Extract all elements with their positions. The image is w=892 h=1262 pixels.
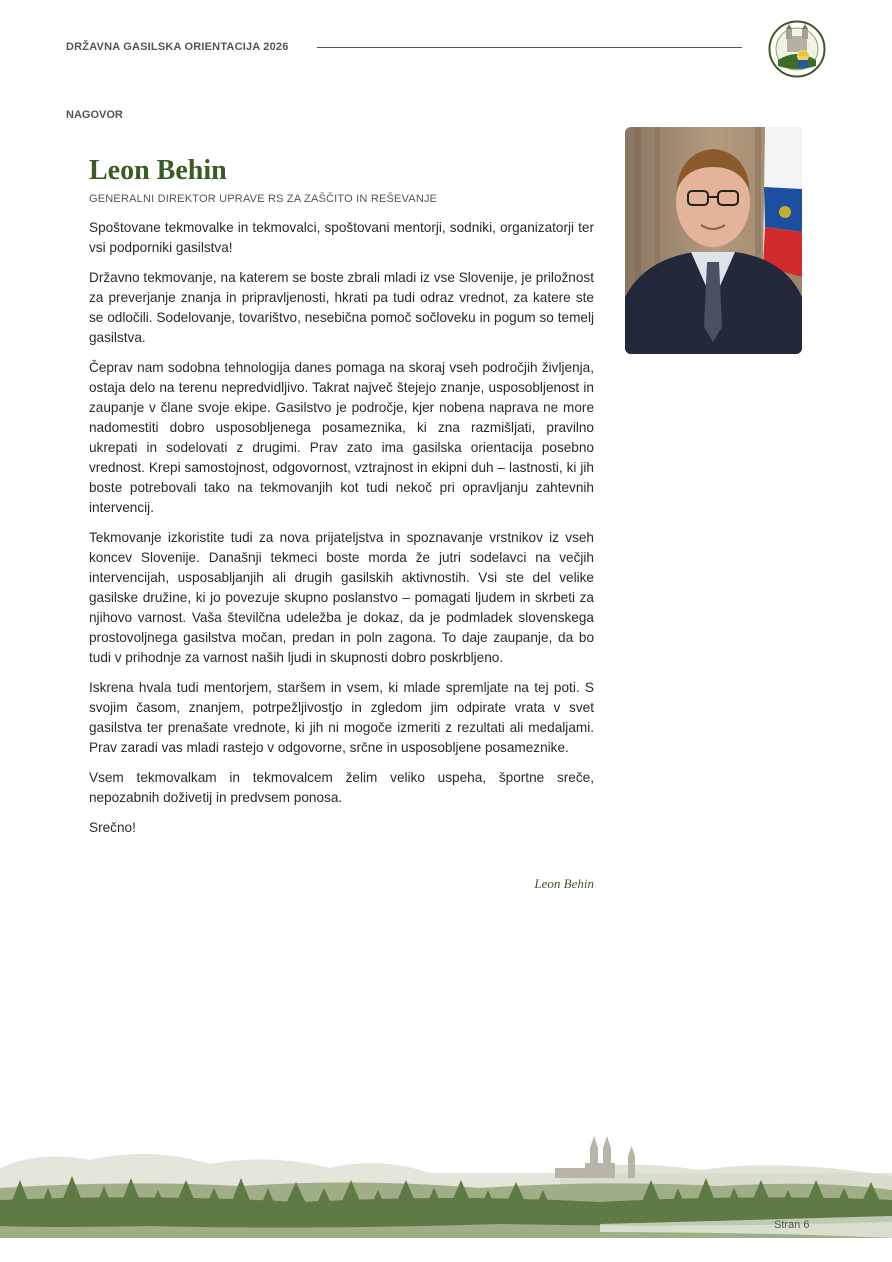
paragraph: Vsem tekmovalkam in tekmovalcem želim veliko uspeha, športne sreče, nepozabnih doživetij in predvsem ponosa. [89,770,594,805]
paragraph: Čeprav nam sodobna tehnologija danes pomaga na skoraj vseh področjih življenja, ostaja delo na terenu nepredvidljivo. Takrat največ štejejo znanje, usposobljenost in zaupanje v člane svoje ekipe. Gasilstvo je področje, kjer nobena naprava ne more nadomestiti dobro usposobljenega posameznika, ki zna razmišljati, pravilno ukrepati in sodelovati z drugimi. Prav zato ima gasilska orientacija posebno vrednost. Krepi samostojnost, odgovornost, vztrajnost in ekipni duh – lastnosti, ki jih boste potrebovali tako na tekmovanjih kot tudi nekoč pri opravljanju zahtevnih intervencij. [89,360,594,515]
address-body [89,218,594,848]
section-label: NAGOVOR [66,109,123,121]
signature: Leon Behin [534,876,594,891]
header-title: DRŽAVNA GASILSKA ORIENTACIJA 2026 [66,41,289,53]
paragraph: Državno tekmovanje, na katerem se boste zbrali mladi iz vse Slovenije, je priložnost za preverjanje znanja in pripravljenosti, hkrati pa tudi odraz vrednot, za katere ste se odločili. Sodelovanje, tovarištvo, nesebična pomoč sočloveku in pogum so temelj gasilstva. [89,270,594,345]
paragraph: Tekmovanje izkoristite tudi za nova prijateljstva in spoznavanje vrstnikov iz vseh koncev Slovenije. Današnji tekmeci boste morda že jutri sodelavci na večjih intervencijah, usposabljanjih ali drugih gasilskih aktivnostih. Vsi ste del velike gasilske družine, ki jo povezuje skupno poslanstvo – pomagati ljudem in skrbeti za njihovo varnost. Vaša številčna udeležba je dokaz, da je podmladek slovenskega prostovoljnega gasilstva močan, predan in poln zagona. To daje zaupanje, da bo tudi v prihodnje za varnost naših ljudi in skupnosti dobro poskrbljeno. [89,530,594,665]
forest-landscape-illustration [0,1128,892,1238]
page-number: Stran 6 [774,1219,810,1231]
author-role: GENERALNI DIREKTOR UPRAVE RS ZA ZAŠČITO IN REŠEVANJE [89,193,438,205]
closing-greeting: Srečno! [89,820,136,835]
paragraph: Iskrena hvala tudi mentorjem, staršem in vsem, ki mlade spremljate na tej poti. S svojim časom, znanjem, potrpežljivostjo in zgledom jim odpirate vrata v svet gasilstva ter prenašate vrednote, ki jih ni mogoče izmeriti z rezultati ali medaljami. Prav zaradi vas mladi rastejo v odgovorne, srčne in usposobljene posameznike. [89,680,594,755]
paragraph: Spoštovane tekmovalke in tekmovalci, spoštovani mentorji, sodniki, organizatorji ter vsi podporniki gasilstva! [89,220,594,255]
fire-brigade-emblem-icon [768,20,826,78]
portrait-photo [625,127,802,354]
header-divider [317,47,742,48]
author-name: Leon Behin [89,155,227,186]
